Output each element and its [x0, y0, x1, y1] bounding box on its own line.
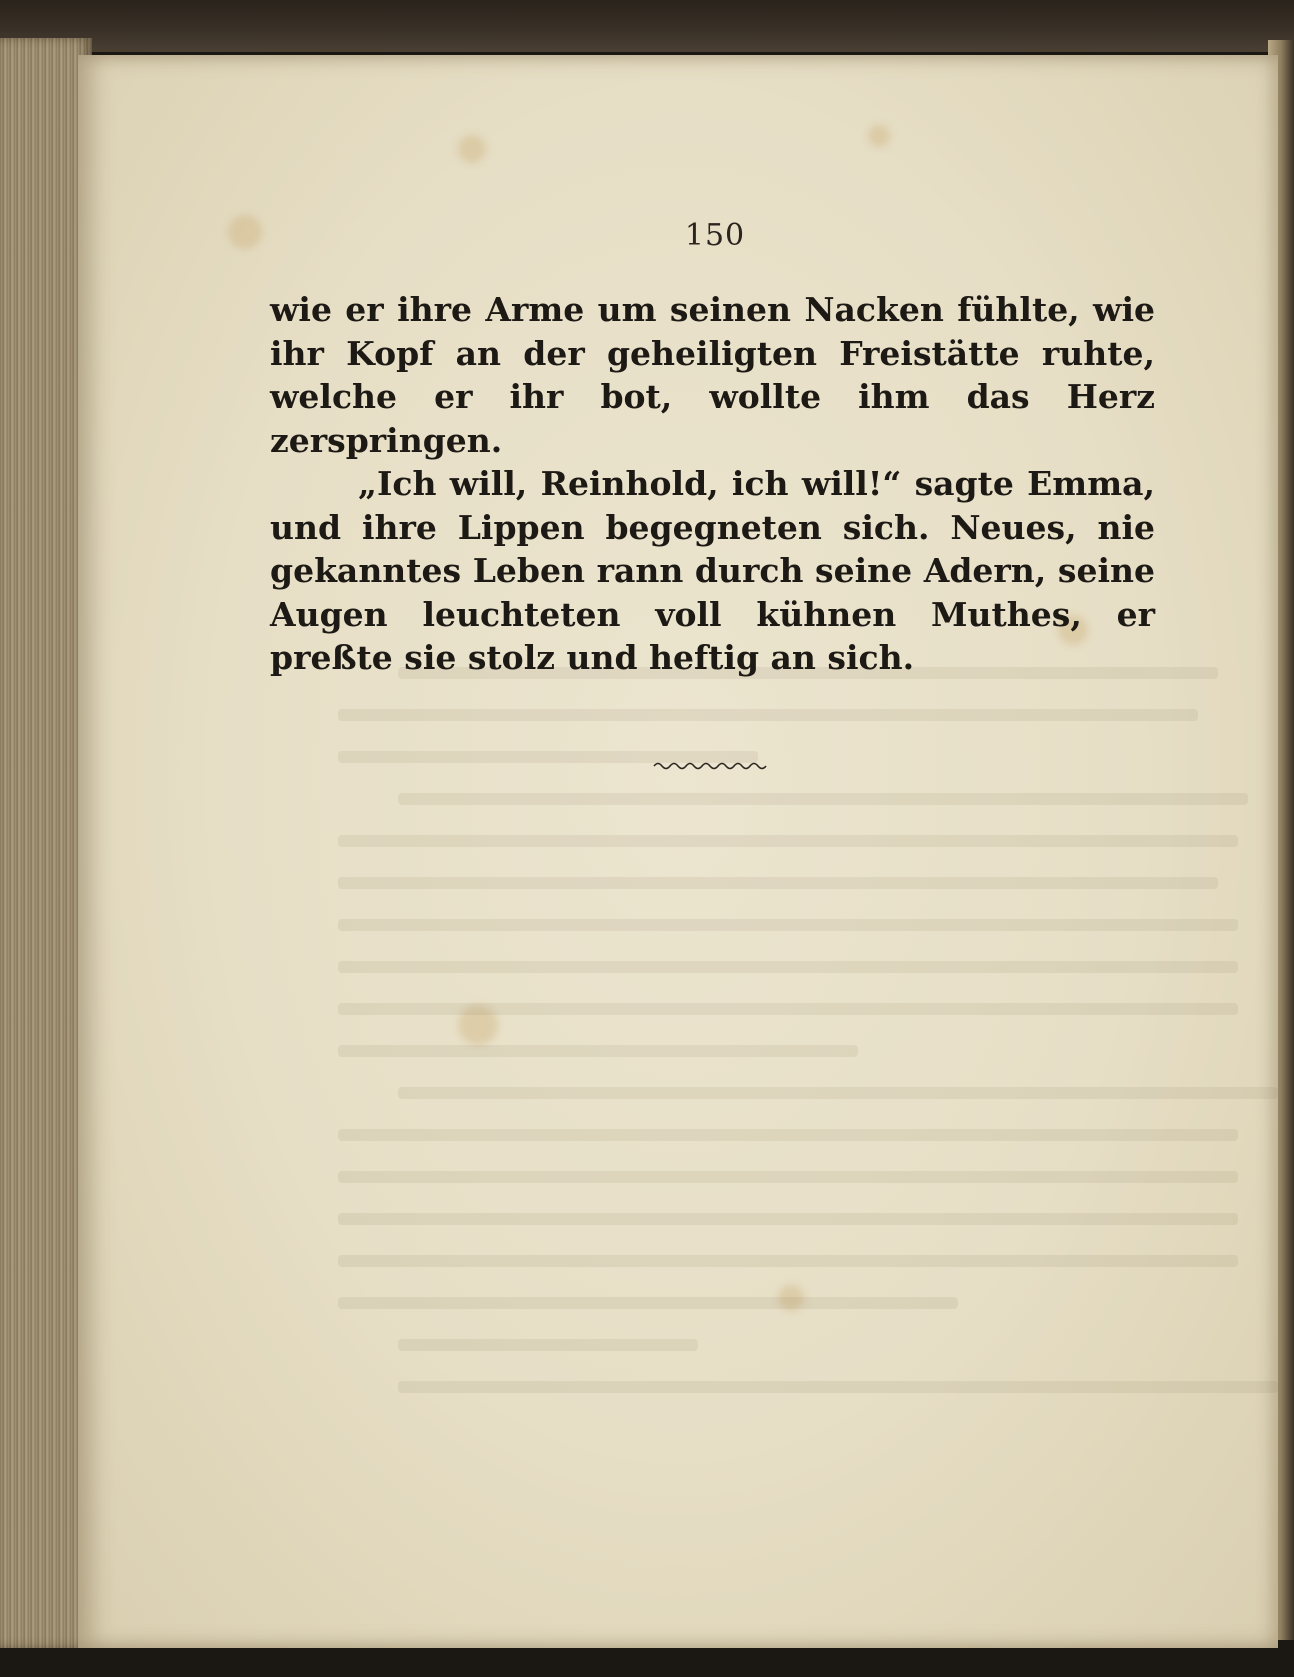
paragraph: „Ich will, Reinhold, ich will!“ sagte Emma, und ihre Lippen begegneten sich. Neues, nie gekanntes Leben rann durch seine Adern, seine Augen leuchteten voll kühnen Muthes, er preßte sie stolz und heftig an sich. — [270, 464, 1155, 677]
foxing-spot — [458, 1005, 498, 1045]
section-divider-ornament — [652, 758, 772, 772]
page-number: 150 — [684, 218, 746, 253]
body-text — [270, 288, 1155, 680]
book-cover-edge — [0, 0, 1294, 52]
paragraph: wie er ihre Arme um seinen Nacken fühlte, wie ihr Kopf an der geheiligten Freistätte ruhte, welche er ihr bot, wollte ihm das Herz zerspringen. — [270, 290, 1155, 460]
foxing-spot — [868, 125, 890, 147]
foxing-spot — [458, 135, 486, 163]
foxing-spot — [778, 1285, 804, 1311]
